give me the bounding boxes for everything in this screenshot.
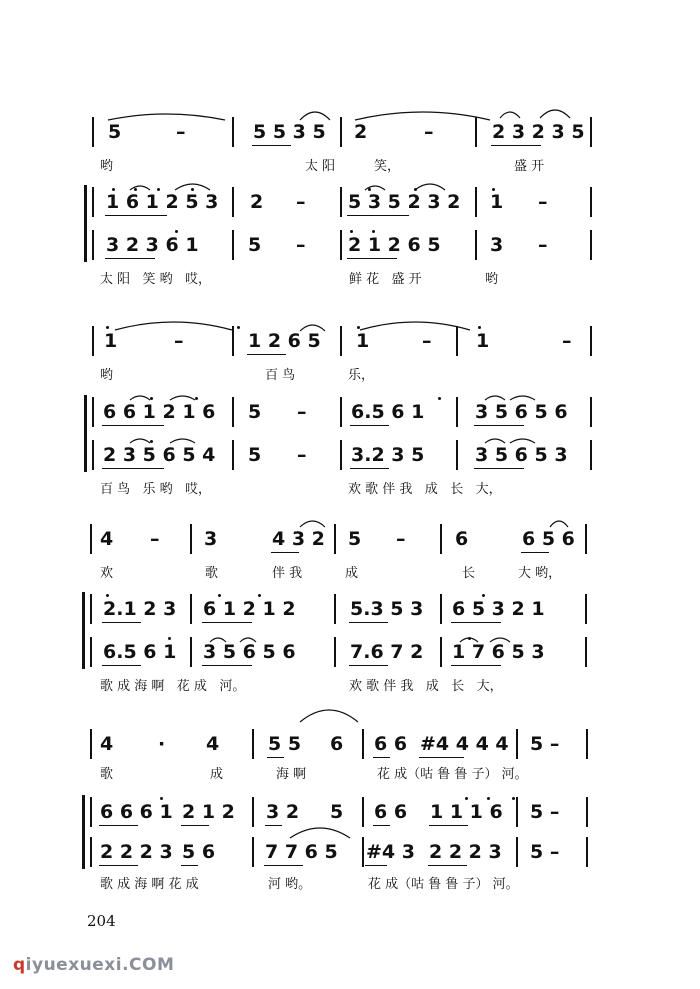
beam-line bbox=[491, 145, 541, 146]
slur bbox=[130, 396, 150, 400]
barline bbox=[340, 397, 342, 427]
barline bbox=[92, 326, 94, 356]
barline bbox=[190, 637, 192, 667]
octave-dot bbox=[112, 188, 115, 191]
beam-line bbox=[252, 145, 291, 146]
lyric-text: 大 哟， bbox=[518, 566, 562, 581]
lyric-text: 歌 bbox=[100, 767, 114, 782]
note-group: – bbox=[150, 528, 160, 550]
beam-line bbox=[349, 622, 388, 623]
octave-dot bbox=[368, 188, 371, 191]
watermark bbox=[13, 955, 174, 975]
note-group: 1 bbox=[104, 330, 118, 352]
octave-dot bbox=[218, 594, 221, 597]
slur bbox=[510, 396, 535, 400]
barline bbox=[252, 729, 254, 759]
lyric-text: 百 鸟 bbox=[265, 368, 296, 383]
lyric-text: 欢 歌 伴 我 成 长 大， bbox=[349, 679, 503, 694]
note-group: 4 bbox=[206, 733, 220, 755]
beam-line bbox=[105, 258, 155, 259]
note-group: – bbox=[424, 121, 434, 143]
barline bbox=[440, 524, 442, 554]
barline bbox=[516, 729, 518, 759]
note-group: 4 bbox=[100, 528, 114, 550]
watermark-rest: iyuexuexi.COM bbox=[25, 955, 175, 975]
barline bbox=[586, 797, 588, 827]
beam-line bbox=[419, 757, 464, 758]
note-group: 7.6 7 2 bbox=[350, 641, 424, 663]
barline bbox=[440, 637, 442, 667]
barline bbox=[590, 326, 592, 356]
note-group: #4 4 4 4 bbox=[420, 733, 509, 755]
octave-dot bbox=[258, 594, 261, 597]
note-group: – bbox=[296, 234, 306, 256]
octave-dot bbox=[157, 188, 160, 191]
beam-line bbox=[373, 825, 390, 826]
beam-line bbox=[347, 258, 397, 259]
beam-line bbox=[350, 468, 389, 469]
barline bbox=[90, 837, 92, 867]
barline bbox=[340, 440, 342, 470]
barline bbox=[516, 837, 518, 867]
barline bbox=[252, 837, 254, 867]
barline bbox=[362, 729, 364, 759]
beam-line bbox=[202, 622, 252, 623]
barline bbox=[440, 594, 442, 624]
lyric-text: 太 阳 bbox=[305, 159, 336, 174]
barline bbox=[334, 524, 336, 554]
barline bbox=[232, 187, 234, 217]
note-group: 5 – bbox=[530, 841, 560, 863]
beam-line bbox=[99, 825, 138, 826]
note-group: 6.5 6 1 bbox=[103, 641, 177, 663]
barline bbox=[585, 637, 587, 667]
note-group: 1 1 1 6 bbox=[430, 801, 503, 823]
slur bbox=[485, 396, 505, 400]
note-group: 3 5 6 5 6 bbox=[203, 641, 296, 663]
note-group: 5 – bbox=[530, 801, 560, 823]
slur bbox=[540, 110, 570, 118]
lyric-text: 伴 我 bbox=[272, 566, 303, 581]
beam-line bbox=[181, 825, 209, 826]
octave-dot bbox=[350, 230, 353, 233]
lyric-text: 花 成（咕 鲁 鲁 子） 河。 bbox=[368, 877, 519, 892]
lyric-text: 太 阳 笑 哟 哎， bbox=[100, 272, 212, 287]
beam-line bbox=[202, 665, 252, 666]
note-group: – bbox=[396, 528, 406, 550]
note-group: 4 bbox=[100, 733, 114, 755]
lyric-text: 欢 bbox=[100, 566, 114, 581]
beam-line bbox=[451, 665, 501, 666]
note-group: 5 5 3 5 bbox=[253, 121, 326, 143]
note-group: – bbox=[422, 330, 432, 352]
barline bbox=[590, 397, 592, 427]
note-group: 6 6 1 2 1 6 bbox=[103, 401, 216, 423]
slur bbox=[300, 710, 358, 722]
note-group: 3.2 3 5 bbox=[351, 444, 425, 466]
lyric-text: 百 鸟 乐 哟 哎， bbox=[100, 482, 212, 497]
lyric-text: 哟 bbox=[485, 272, 499, 287]
lyric-text: 海 啊 bbox=[276, 767, 307, 782]
lyric-text: 鲜 花 盛 开 bbox=[349, 272, 422, 287]
octave-dot bbox=[150, 397, 153, 400]
barline bbox=[362, 837, 364, 867]
octave-dot bbox=[150, 440, 153, 443]
octave-dot bbox=[237, 326, 240, 329]
note-group: 2 2 2 3 bbox=[100, 841, 173, 863]
octave-dot bbox=[134, 188, 137, 191]
note-group: 5 bbox=[348, 528, 362, 550]
slur bbox=[300, 112, 330, 120]
barline bbox=[90, 524, 92, 554]
note-group: 7 7 6 5 bbox=[265, 841, 338, 863]
note-group: 3 2 bbox=[266, 801, 300, 823]
note-group: – bbox=[538, 191, 548, 213]
note-group: 5 6 bbox=[182, 841, 216, 863]
slur bbox=[130, 186, 150, 190]
barline bbox=[232, 117, 234, 147]
barline bbox=[456, 397, 458, 427]
note-group: – bbox=[296, 191, 306, 213]
barline bbox=[340, 230, 342, 260]
slur bbox=[355, 112, 490, 120]
slur bbox=[485, 439, 505, 443]
beam-line bbox=[350, 425, 389, 426]
note-group: – bbox=[538, 234, 548, 256]
beam-line bbox=[428, 865, 467, 866]
octave-dot bbox=[468, 637, 471, 640]
barline bbox=[92, 397, 94, 427]
lyric-text: 成 bbox=[210, 767, 224, 782]
barline bbox=[362, 797, 364, 827]
note-group: 5.3 5 3 bbox=[350, 598, 424, 620]
lyric-text: 歌 成 海 啊 花 成 bbox=[100, 877, 199, 892]
barline bbox=[475, 187, 477, 217]
note-group: 3 bbox=[204, 528, 218, 550]
lyric-text: 欢 歌 伴 我 成 长 大， bbox=[348, 482, 502, 497]
note-group: 6 6 bbox=[374, 733, 408, 755]
barline bbox=[232, 230, 234, 260]
note-group: · bbox=[158, 733, 166, 755]
note-group: – bbox=[174, 330, 184, 352]
lyric-text: 盛 开 bbox=[514, 159, 545, 174]
slur bbox=[130, 439, 150, 443]
note-group: 1 bbox=[356, 330, 370, 352]
octave-dot bbox=[175, 230, 178, 233]
octave-dot bbox=[160, 797, 163, 800]
barline bbox=[456, 440, 458, 470]
note-group: 1 bbox=[476, 330, 490, 352]
lyric-text: 河 哟。 bbox=[268, 877, 312, 892]
lyric-text: 花 成（咕 鲁 鲁 子） 河。 bbox=[377, 767, 528, 782]
barline bbox=[585, 524, 587, 554]
slur bbox=[170, 396, 195, 400]
barline bbox=[590, 230, 592, 260]
system-brace bbox=[82, 795, 85, 869]
beam-line bbox=[474, 468, 524, 469]
beam-line bbox=[102, 425, 164, 426]
note-group: – bbox=[562, 330, 572, 352]
barline bbox=[232, 397, 234, 427]
barline bbox=[90, 729, 92, 759]
barline bbox=[90, 594, 92, 624]
slur bbox=[108, 114, 225, 120]
beam-line bbox=[265, 825, 282, 826]
slur bbox=[170, 439, 195, 443]
beam-line bbox=[521, 552, 549, 553]
note-group: 2 3 5 6 5 4 bbox=[103, 444, 216, 466]
note-group: 6 6 bbox=[374, 801, 408, 823]
octave-dot bbox=[106, 594, 109, 597]
beam-line bbox=[365, 865, 387, 866]
barline bbox=[334, 637, 336, 667]
octave-dot bbox=[487, 797, 490, 800]
slur bbox=[115, 322, 232, 330]
beam-line bbox=[429, 825, 468, 826]
beam-line bbox=[347, 215, 409, 216]
beam-line bbox=[247, 354, 286, 355]
watermark-q: q bbox=[13, 955, 26, 975]
barline bbox=[92, 440, 94, 470]
system-brace bbox=[84, 395, 87, 472]
note-group: 1 bbox=[490, 191, 504, 213]
note-group: 6 bbox=[330, 733, 344, 755]
note-group: – bbox=[297, 401, 307, 423]
lyric-text: 歌 bbox=[205, 566, 219, 581]
note-group: 2 1 2 6 5 bbox=[348, 234, 441, 256]
beam-line bbox=[99, 865, 138, 866]
octave-dot bbox=[106, 326, 109, 329]
slur bbox=[300, 521, 325, 527]
note-group: – bbox=[297, 444, 307, 466]
barline bbox=[190, 594, 192, 624]
note-group: 2 3 2 3 5 bbox=[492, 121, 585, 143]
lyric-text: 成 bbox=[345, 566, 359, 581]
barline bbox=[590, 440, 592, 470]
beam-line bbox=[271, 552, 299, 553]
barline bbox=[232, 440, 234, 470]
page-number: 204 bbox=[87, 912, 116, 930]
octave-dot bbox=[438, 397, 441, 400]
barline bbox=[340, 117, 342, 147]
beam-line bbox=[105, 215, 167, 216]
beam-line bbox=[102, 622, 141, 623]
note-group: 6 1 2 1 2 bbox=[203, 598, 296, 620]
beam-line bbox=[474, 425, 524, 426]
slur bbox=[360, 322, 470, 330]
lyric-text: 长 bbox=[462, 566, 476, 581]
barline bbox=[232, 326, 234, 356]
octave-dot bbox=[195, 397, 198, 400]
note-group: #4 3 bbox=[366, 841, 415, 863]
barline bbox=[475, 117, 477, 147]
note-group: 2 bbox=[250, 191, 264, 213]
note-group: 2 2 2 3 bbox=[429, 841, 502, 863]
barline bbox=[90, 797, 92, 827]
barline bbox=[340, 326, 342, 356]
slur bbox=[550, 521, 568, 527]
note-group: 6 6 6 1 bbox=[100, 801, 173, 823]
octave-dot bbox=[512, 797, 515, 800]
note-group: 3 5 6 5 6 bbox=[475, 401, 568, 423]
octave-dot bbox=[372, 230, 375, 233]
slur bbox=[415, 184, 445, 190]
octave-dot bbox=[357, 326, 360, 329]
slur bbox=[290, 828, 350, 838]
barline bbox=[585, 594, 587, 624]
barline bbox=[516, 797, 518, 827]
note-group: 6 bbox=[455, 528, 469, 550]
barline bbox=[334, 594, 336, 624]
barline bbox=[340, 187, 342, 217]
note-group: 3 2 3 6 1 bbox=[106, 234, 199, 256]
system-brace bbox=[84, 185, 87, 262]
slur bbox=[510, 439, 535, 443]
barline bbox=[586, 837, 588, 867]
beam-line bbox=[102, 468, 164, 469]
note-group: 1 7 6 5 3 bbox=[452, 641, 545, 663]
barline bbox=[590, 187, 592, 217]
beam-line bbox=[102, 665, 141, 666]
note-group: 6.5 6 1 bbox=[351, 401, 425, 423]
note-group: 6 5 6 bbox=[522, 528, 575, 550]
note-group: 5 bbox=[248, 234, 262, 256]
octave-dot bbox=[465, 797, 468, 800]
note-group: 4 3 2 bbox=[272, 528, 325, 550]
octave-dot bbox=[478, 326, 481, 329]
note-group: 5 3 5 2 3 2 bbox=[348, 191, 461, 213]
note-group: 3 5 6 5 3 bbox=[475, 444, 568, 466]
beam-line bbox=[373, 757, 390, 758]
note-group: 1 6 1 2 5 3 bbox=[106, 191, 219, 213]
note-group: 5 5 bbox=[268, 733, 302, 755]
barline bbox=[92, 187, 94, 217]
octave-dot bbox=[492, 188, 495, 191]
octave-dot bbox=[482, 594, 485, 597]
lyric-text: 哟 bbox=[100, 159, 114, 174]
barline bbox=[190, 524, 192, 554]
barline bbox=[90, 637, 92, 667]
barline bbox=[586, 729, 588, 759]
note-group: 5 bbox=[248, 401, 262, 423]
note-group: 6 5 3 2 1 bbox=[452, 598, 545, 620]
beam-line bbox=[181, 865, 198, 866]
system-brace bbox=[82, 592, 85, 669]
note-group: 2 1 2 bbox=[182, 801, 235, 823]
note-group: 5 bbox=[248, 444, 262, 466]
beam-line bbox=[264, 865, 303, 866]
lyric-text: 歌 成 海 啊 花 成 河。 bbox=[100, 679, 246, 694]
note-group: 5 bbox=[108, 121, 122, 143]
lyric-text: 哟 bbox=[100, 368, 114, 383]
note-group: – bbox=[176, 121, 186, 143]
octave-dot bbox=[414, 188, 417, 191]
slur bbox=[500, 112, 520, 118]
beam-line bbox=[349, 665, 388, 666]
lyric-text: 笑， bbox=[374, 159, 401, 174]
barline bbox=[92, 230, 94, 260]
octave-dot bbox=[168, 637, 171, 640]
octave-dot bbox=[191, 188, 194, 191]
note-group: 5 – bbox=[530, 733, 560, 755]
barline bbox=[475, 230, 477, 260]
note-group: 5 bbox=[330, 801, 344, 823]
note-group: 2.1 2 3 bbox=[103, 598, 177, 620]
beam-line bbox=[451, 622, 501, 623]
beam-line bbox=[267, 757, 284, 758]
note-group: 2 bbox=[354, 121, 368, 143]
lyric-text: 乐， bbox=[348, 368, 375, 383]
barline bbox=[92, 117, 94, 147]
note-group: 1 2 6 5 bbox=[248, 330, 321, 352]
barline bbox=[252, 797, 254, 827]
barline bbox=[590, 117, 592, 147]
barline bbox=[456, 326, 458, 356]
note-group: 3 bbox=[490, 234, 504, 256]
